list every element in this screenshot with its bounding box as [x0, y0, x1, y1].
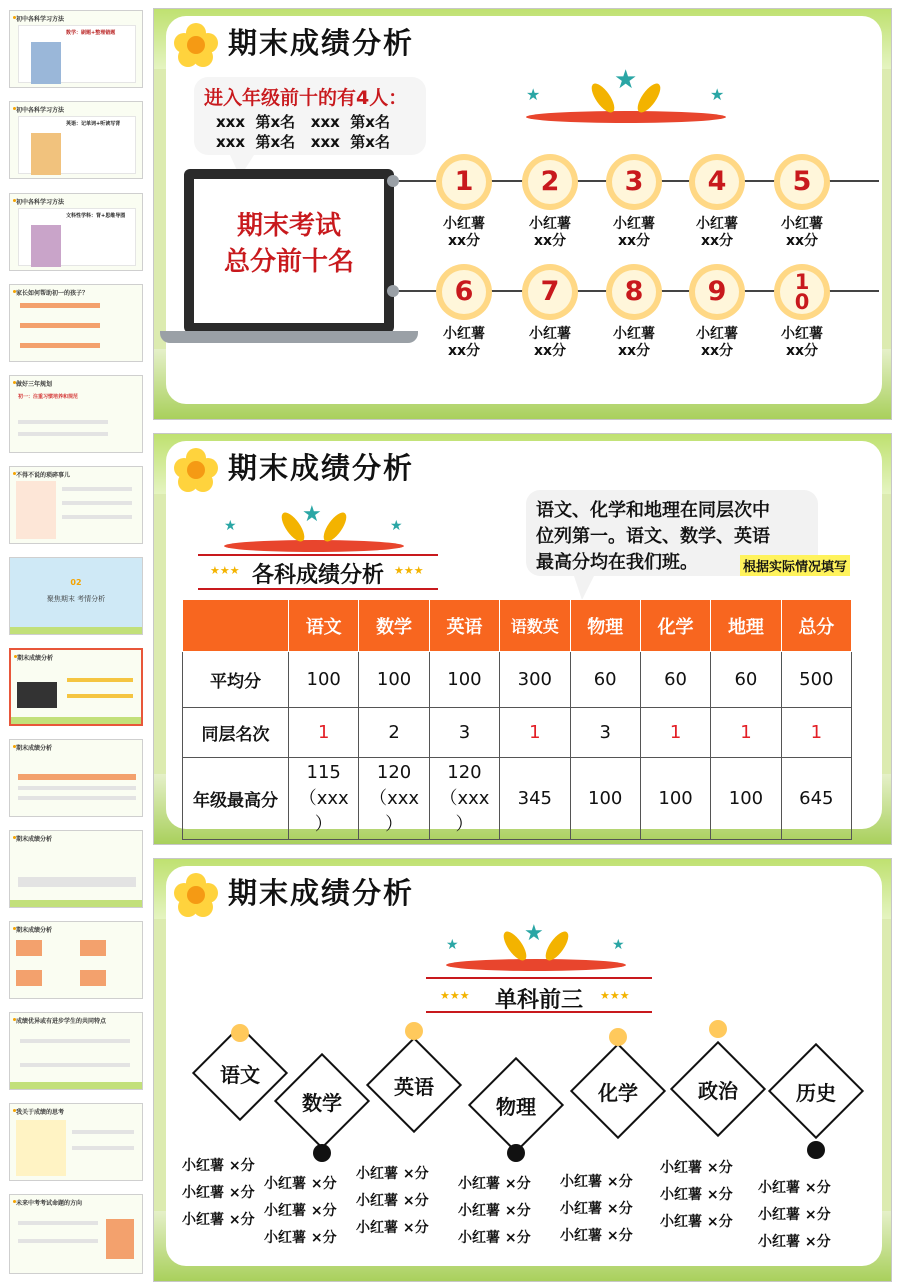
thumbnail-title: 不得不说的琐碎事儿	[16, 472, 71, 479]
thumbnail-bar	[18, 877, 136, 887]
student-name: 小红薯	[443, 326, 485, 342]
thumbnail-grass	[10, 900, 142, 907]
table-cell: 60	[640, 652, 710, 708]
table-row	[183, 758, 852, 840]
rank-name-1	[424, 216, 504, 250]
thumbnail-bar	[18, 432, 108, 436]
thumbnail-bar	[18, 1221, 98, 1225]
list-item: 小红薯 ×分	[356, 1220, 429, 1236]
thumbnail-bar	[62, 501, 132, 505]
rank-number: 7	[528, 270, 572, 314]
student-name: 小红薯	[696, 326, 738, 342]
dot-icon	[709, 1020, 727, 1038]
rank-name-5	[762, 216, 842, 250]
connector-dot	[387, 175, 399, 187]
rank-name-3	[594, 216, 674, 250]
rank-number: 8	[612, 270, 656, 314]
student-score: xx分	[700, 343, 734, 359]
header-cell: 英语	[429, 600, 499, 652]
dot-icon	[405, 1022, 423, 1040]
thumbnail-12[interactable]	[9, 1012, 143, 1090]
bubble-line: 最高分均在我们班。	[536, 552, 698, 573]
bubble-tail	[574, 576, 594, 600]
table-header-row	[183, 600, 852, 652]
subject-name: 化学	[598, 1081, 638, 1105]
thumbnail-block	[16, 970, 42, 986]
thumbnail-title: 未来中考考试命题的方向	[16, 1200, 83, 1207]
slide-title: 期末成绩分析	[228, 876, 415, 910]
table-row	[183, 708, 852, 758]
thumbnail-title: 初中各科学习方法	[16, 107, 65, 114]
slide-title: 期末成绩分析	[228, 451, 415, 485]
bubble-line: 位列第一。语文、数学、英语	[536, 526, 770, 547]
thumbnail-bar	[67, 678, 133, 682]
table-cell: 100	[429, 652, 499, 708]
thumbnail-subtitle: 英语：记单词+听读写背	[66, 121, 121, 127]
student-score: xx分	[447, 233, 481, 249]
thumbnail-5[interactable]	[9, 375, 143, 453]
table-cell: 100	[640, 758, 710, 840]
thumbnail-title: 02	[70, 578, 82, 587]
rank-number: 2	[528, 160, 572, 204]
thumbnail-block	[106, 1219, 134, 1259]
laurel-emblem: ★ ★ ★	[224, 500, 404, 552]
row-label: 同层名次	[183, 708, 289, 758]
subject-name: 历史	[796, 1081, 836, 1105]
screen-line-1: 期末考试	[236, 211, 341, 241]
table-cell: 100	[359, 652, 429, 708]
list-item: 小红薯 ×分	[758, 1207, 831, 1223]
thumbnail-title: 家长如何帮助初一的孩子？	[16, 290, 89, 297]
thumbnail-bar	[18, 774, 136, 780]
header-cell: 语数英	[500, 600, 570, 652]
thumbnail-block	[16, 1120, 66, 1176]
rank-name-9	[677, 326, 757, 360]
table-cell: 2	[359, 708, 429, 758]
table-cell: 1	[711, 708, 781, 758]
table-cell: 60	[570, 652, 640, 708]
bubble-row: xxx 第x名 xxx 第x名	[216, 133, 390, 151]
rank-number: 4	[695, 160, 739, 204]
rank-name-2	[510, 216, 590, 250]
bubble-headline: 进入年级前十的有4人：	[204, 87, 408, 109]
table-cell: 100	[570, 758, 640, 840]
flower-icon	[174, 448, 218, 492]
grades-table	[182, 599, 852, 840]
rank-circle-7	[522, 264, 578, 320]
row-label: 年级最高分	[183, 758, 289, 840]
thumbnail-bar	[20, 323, 100, 328]
laurel-emblem: ★ ★ ★	[526, 59, 726, 123]
student-name: 小红薯	[696, 216, 738, 232]
list-item: 小红薯 ×分	[182, 1212, 255, 1228]
thumbnail-bar	[18, 1239, 98, 1243]
thumbnail-6[interactable]	[9, 466, 143, 544]
table-cell: 300	[500, 652, 570, 708]
table-cell: 645	[781, 758, 851, 840]
rank-number: 1	[442, 160, 486, 204]
slide-top-ten[interactable]	[153, 8, 892, 420]
thumbnail-1[interactable]	[9, 10, 143, 88]
thumbnail-7[interactable]	[9, 557, 143, 635]
fill-note: 根据实际情况填写	[740, 555, 850, 576]
subject-name: 英语	[394, 1075, 434, 1099]
thumbnail-title: 期末成绩分析	[16, 836, 53, 843]
laptop-base	[160, 331, 418, 343]
dot-icon	[231, 1024, 249, 1042]
list-item: 小红薯 ×分	[758, 1180, 831, 1196]
thumbnail-bar	[62, 515, 132, 519]
table-cell: 500	[781, 652, 851, 708]
rank-number: 6	[442, 270, 486, 314]
table-cell: 120 （xxx ）	[429, 758, 499, 840]
thumbnail-title: 期末成绩分析	[17, 655, 54, 662]
list-item: 小红薯 ×分	[660, 1214, 733, 1230]
student-score: xx分	[785, 233, 819, 249]
table-cell: 1	[781, 708, 851, 758]
thumbnail-bar	[62, 487, 132, 491]
table-row	[183, 652, 852, 708]
dot-icon	[313, 1144, 331, 1162]
table-cell: 115 （xxx ）	[289, 758, 359, 840]
slide-subject-analysis[interactable]	[153, 433, 892, 845]
thumbnail-3[interactable]	[9, 193, 143, 271]
top-three-list	[660, 1155, 733, 1236]
thumbnail-subtitle: 初一：注重习惯培养和规范	[18, 394, 79, 400]
thumbnail-block	[16, 481, 56, 539]
table-cell: 60	[711, 652, 781, 708]
header-cell: 物理	[570, 600, 640, 652]
student-score: xx分	[533, 233, 567, 249]
list-item: 小红薯 ×分	[560, 1174, 633, 1190]
thumbnail-10[interactable]	[9, 830, 143, 908]
student-score: xx分	[447, 343, 481, 359]
section-title: 各科成绩分析	[251, 563, 384, 588]
top-three-list	[458, 1171, 531, 1252]
subject-name: 政治	[698, 1079, 738, 1103]
rank-number: 5	[780, 160, 824, 204]
thumbnail-block	[80, 970, 106, 986]
list-item: 小红薯 ×分	[182, 1158, 255, 1174]
dot-icon	[507, 1144, 525, 1162]
bubble-row: xxx 第x名 xxx 第x名	[216, 113, 390, 131]
subject-name: 数学	[302, 1091, 342, 1115]
student-name: 小红薯	[443, 216, 485, 232]
screen-line-2: 总分前十名	[223, 247, 354, 277]
thumbnail-bar	[67, 694, 133, 698]
student-name: 小红薯	[781, 216, 823, 232]
student-score: xx分	[700, 233, 734, 249]
rank-name-7	[510, 326, 590, 360]
table-cell: 3	[429, 708, 499, 758]
rank-circle-4	[689, 154, 745, 210]
thumbnail-bar	[20, 303, 100, 308]
list-item: 小红薯 ×分	[458, 1230, 531, 1246]
thumbnail-title: 期末成绩分析	[16, 927, 53, 934]
list-item: 小红薯 ×分	[264, 1176, 337, 1192]
subject-name: 物理	[496, 1095, 536, 1119]
thumbnail-subtitle: 数学：刷题+整理错题	[66, 30, 116, 36]
top-three-list	[356, 1161, 429, 1242]
rank-circle-3	[606, 154, 662, 210]
thumbnail-screen	[17, 682, 57, 708]
table-cell: 100	[711, 758, 781, 840]
laurel-emblem: ★ ★ ★	[446, 919, 626, 971]
stars-right: ★★★	[600, 989, 630, 1002]
list-item: 小红薯 ×分	[264, 1230, 337, 1246]
top-three-list	[264, 1171, 337, 1252]
thumbnail-bar	[18, 420, 108, 424]
thumbnail-13[interactable]	[9, 1103, 143, 1181]
student-score: xx分	[617, 233, 651, 249]
thumbnail-title: 期末成绩分析	[16, 745, 53, 752]
thumbnail-title: 成绩优异或有进步学生的共同特点	[16, 1018, 107, 1025]
stars-left: ★★★	[440, 989, 470, 1002]
header-cell: 总分	[781, 600, 851, 652]
speech-bubble	[194, 77, 426, 155]
top-three-list	[758, 1175, 831, 1256]
list-item: 小红薯 ×分	[356, 1166, 429, 1182]
table-cell: 1	[500, 708, 570, 758]
student-score: xx分	[533, 343, 567, 359]
header-cell: 化学	[640, 600, 710, 652]
thumbnail-bar	[72, 1130, 134, 1134]
thumbnail-4[interactable]	[9, 284, 143, 362]
thumbnail-subtitle: 文科性学科：背+思维导图	[66, 213, 126, 219]
student-name: 小红薯	[781, 326, 823, 342]
slide-thumbnail-panel	[0, 0, 148, 1286]
list-item: 小红薯 ×分	[264, 1203, 337, 1219]
rank-circle-1	[436, 154, 492, 210]
section-title: 单科前三	[494, 988, 583, 1013]
student-name: 小红薯	[613, 326, 655, 342]
table-cell: 3	[570, 708, 640, 758]
list-item: 小红薯 ×分	[560, 1201, 633, 1217]
list-item: 小红薯 ×分	[458, 1176, 531, 1192]
rank-number: 9	[695, 270, 739, 314]
table-cell: 100	[289, 652, 359, 708]
student-name: 小红薯	[529, 216, 571, 232]
subject-name: 语文	[220, 1063, 260, 1087]
rank-circle-8	[606, 264, 662, 320]
thumbnail-title: 我关于成绩的思考	[16, 1109, 65, 1116]
thumbnail-grass	[11, 717, 141, 724]
list-item: 小红薯 ×分	[458, 1203, 531, 1219]
stars-right: ★★★	[394, 564, 424, 577]
thumbnail-bar	[72, 1146, 134, 1150]
bubble-line: 语文、化学和地理在同层次中	[536, 500, 770, 521]
connector-dot	[387, 285, 399, 297]
slide-top-three[interactable]	[153, 858, 892, 1282]
rank-circle-6	[436, 264, 492, 320]
thumbnail-title: 初中各科学习方法	[16, 16, 65, 23]
thumbnail-block	[80, 940, 106, 956]
list-item: 小红薯 ×分	[660, 1160, 733, 1176]
top-three-list	[182, 1153, 255, 1234]
thumbnail-bar	[20, 343, 100, 348]
student-name: 小红薯	[529, 326, 571, 342]
thumbnail-11[interactable]	[9, 921, 143, 999]
thumbnail-title: 初中各科学习方法	[16, 199, 65, 206]
student-name: 小红薯	[613, 216, 655, 232]
table-cell: 345	[500, 758, 570, 840]
rank-name-8	[594, 326, 674, 360]
thumbnail-bar	[20, 1039, 130, 1043]
rank-name-6	[424, 326, 504, 360]
thumbnail-14[interactable]	[9, 1194, 143, 1274]
rank-name-10	[762, 326, 842, 360]
table-cell: 120 （xxx ）	[359, 758, 429, 840]
flower-icon	[174, 873, 218, 917]
thumbnail-8-selected[interactable]	[9, 648, 143, 726]
thumbnail-bar	[20, 1063, 130, 1067]
thumbnail-title: 做好三年规划	[16, 381, 53, 388]
thumbnail-block	[16, 940, 42, 956]
student-score: xx分	[617, 343, 651, 359]
rank-number: 3	[612, 160, 656, 204]
table-cell: 1	[289, 708, 359, 758]
table-cell: 1	[640, 708, 710, 758]
rank-number: 10	[780, 270, 824, 314]
thumbnail-2[interactable]	[9, 101, 143, 179]
dot-icon	[807, 1141, 825, 1159]
flower-icon	[174, 23, 218, 67]
slide-title: 期末成绩分析	[228, 26, 415, 60]
header-cell: 地理	[711, 600, 781, 652]
thumbnail-grass	[10, 1082, 142, 1089]
thumbnail-grass	[10, 627, 142, 634]
header-cell: 数学	[359, 600, 429, 652]
rank-name-4	[677, 216, 757, 250]
header-cell: 语文	[289, 600, 359, 652]
rank-circle-10	[774, 264, 830, 320]
rank-circle-9	[689, 264, 745, 320]
top-three-list	[560, 1169, 633, 1250]
thumbnail-subtitle: 聚焦期末 考情分析	[46, 595, 106, 603]
list-item: 小红薯 ×分	[560, 1228, 633, 1244]
list-item: 小红薯 ×分	[758, 1234, 831, 1250]
list-item: 小红薯 ×分	[660, 1187, 733, 1203]
row-label: 平均分	[183, 652, 289, 708]
list-item: 小红薯 ×分	[356, 1193, 429, 1209]
header-cell	[183, 600, 289, 652]
dot-icon	[609, 1028, 627, 1046]
rank-circle-2	[522, 154, 578, 210]
stars-left: ★★★	[210, 564, 240, 577]
rank-circle-5	[774, 154, 830, 210]
thumbnail-bar	[18, 786, 136, 790]
list-item: 小红薯 ×分	[182, 1185, 255, 1201]
student-score: xx分	[785, 343, 819, 359]
thumbnail-bar	[18, 796, 136, 800]
thumbnail-9[interactable]	[9, 739, 143, 817]
